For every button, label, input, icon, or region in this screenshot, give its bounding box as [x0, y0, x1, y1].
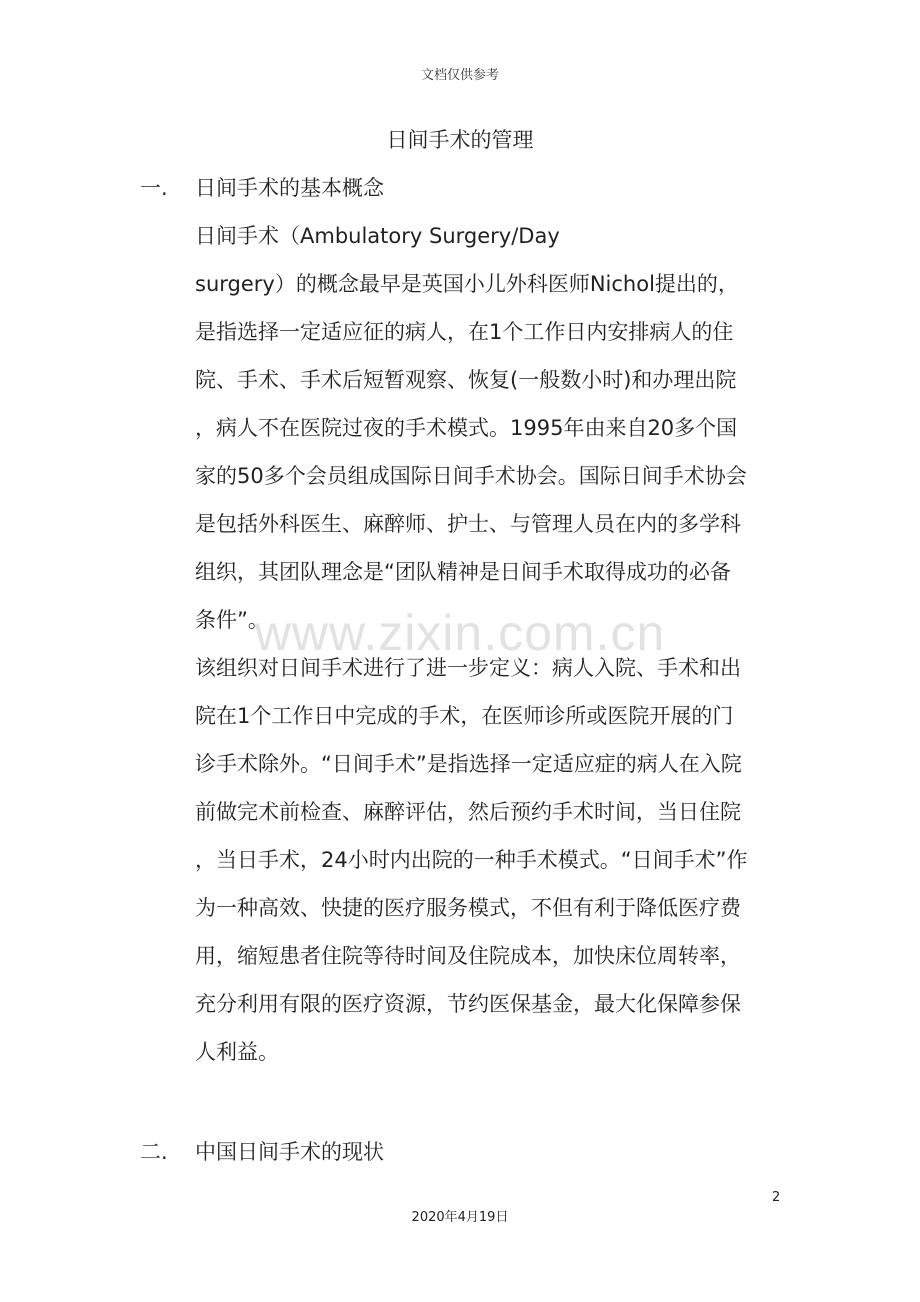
body-line: 为一种高效、快捷的医疗服务模式，不但有利于降低医疗费	[195, 896, 741, 920]
header-note: 文档仅供参考	[420, 68, 499, 83]
body-text	[195, 212, 795, 1076]
section-title: 日间手术的基本概念	[195, 176, 384, 200]
page-title: 日间手术的管理	[386, 128, 534, 152]
body-line: 人利益。	[195, 1040, 279, 1064]
body-line: 组织，其团队理念是“团队精神是日间手术取得成功的必备	[195, 560, 731, 584]
section-heading-2	[140, 1136, 384, 1166]
body-line: 前做完术前检查、麻醉评估，然后预约手术时间，当日住院	[195, 800, 741, 824]
body-line: 诊手术除外。“日间手术”是指选择一定适应症的病人在入院	[195, 752, 742, 776]
section-heading-1	[140, 172, 384, 202]
body-line: 家的50多个会员组成国际日间手术协会。国际日间手术协会	[195, 464, 747, 488]
body-line: 院在1个工作日中完成的手术，在医师诊所或医院开展的门	[195, 704, 734, 728]
body-line: ，当日手术，24小时内出院的一种手术模式。“日间手术”作	[195, 848, 748, 872]
footer-date: 2020年4月19日	[411, 1210, 509, 1225]
section-number: 一.	[140, 176, 168, 200]
body-line: 日间手术（Ambulatory Surgery/Day	[195, 224, 560, 248]
body-line: 是包括外科医生、麻醉师、护士、与管理人员在内的多学科	[195, 512, 741, 536]
body-line: 院、手术、手术后短暂观察、恢复(一般数小时)和办理出院	[195, 368, 737, 392]
body-line: 充分利用有限的医疗资源，节约医保基金，最大化保障参保	[195, 992, 741, 1016]
page-number: 2	[772, 1190, 781, 1205]
body-line: ，病人不在医院过夜的手术模式。1995年由来自20多个国	[195, 416, 738, 440]
section-number: 二.	[140, 1140, 168, 1164]
body-line: 条件”。	[195, 608, 269, 632]
body-line: 该组织对日间手术进行了进一步定义：病人入院、手术和出	[195, 656, 741, 680]
watermark: www.zixin.com.cn	[254, 605, 666, 661]
body-line: 用，缩短患者住院等待时间及住院成本，加快床位周转率，	[195, 944, 741, 968]
body-line: surgery）的概念最早是英国小儿外科医师Nichol提出的，	[195, 272, 739, 296]
section-title: 中国日间手术的现状	[195, 1140, 384, 1164]
body-line: 是指选择一定适应征的病人，在1个工作日内安排病人的住	[195, 320, 734, 344]
